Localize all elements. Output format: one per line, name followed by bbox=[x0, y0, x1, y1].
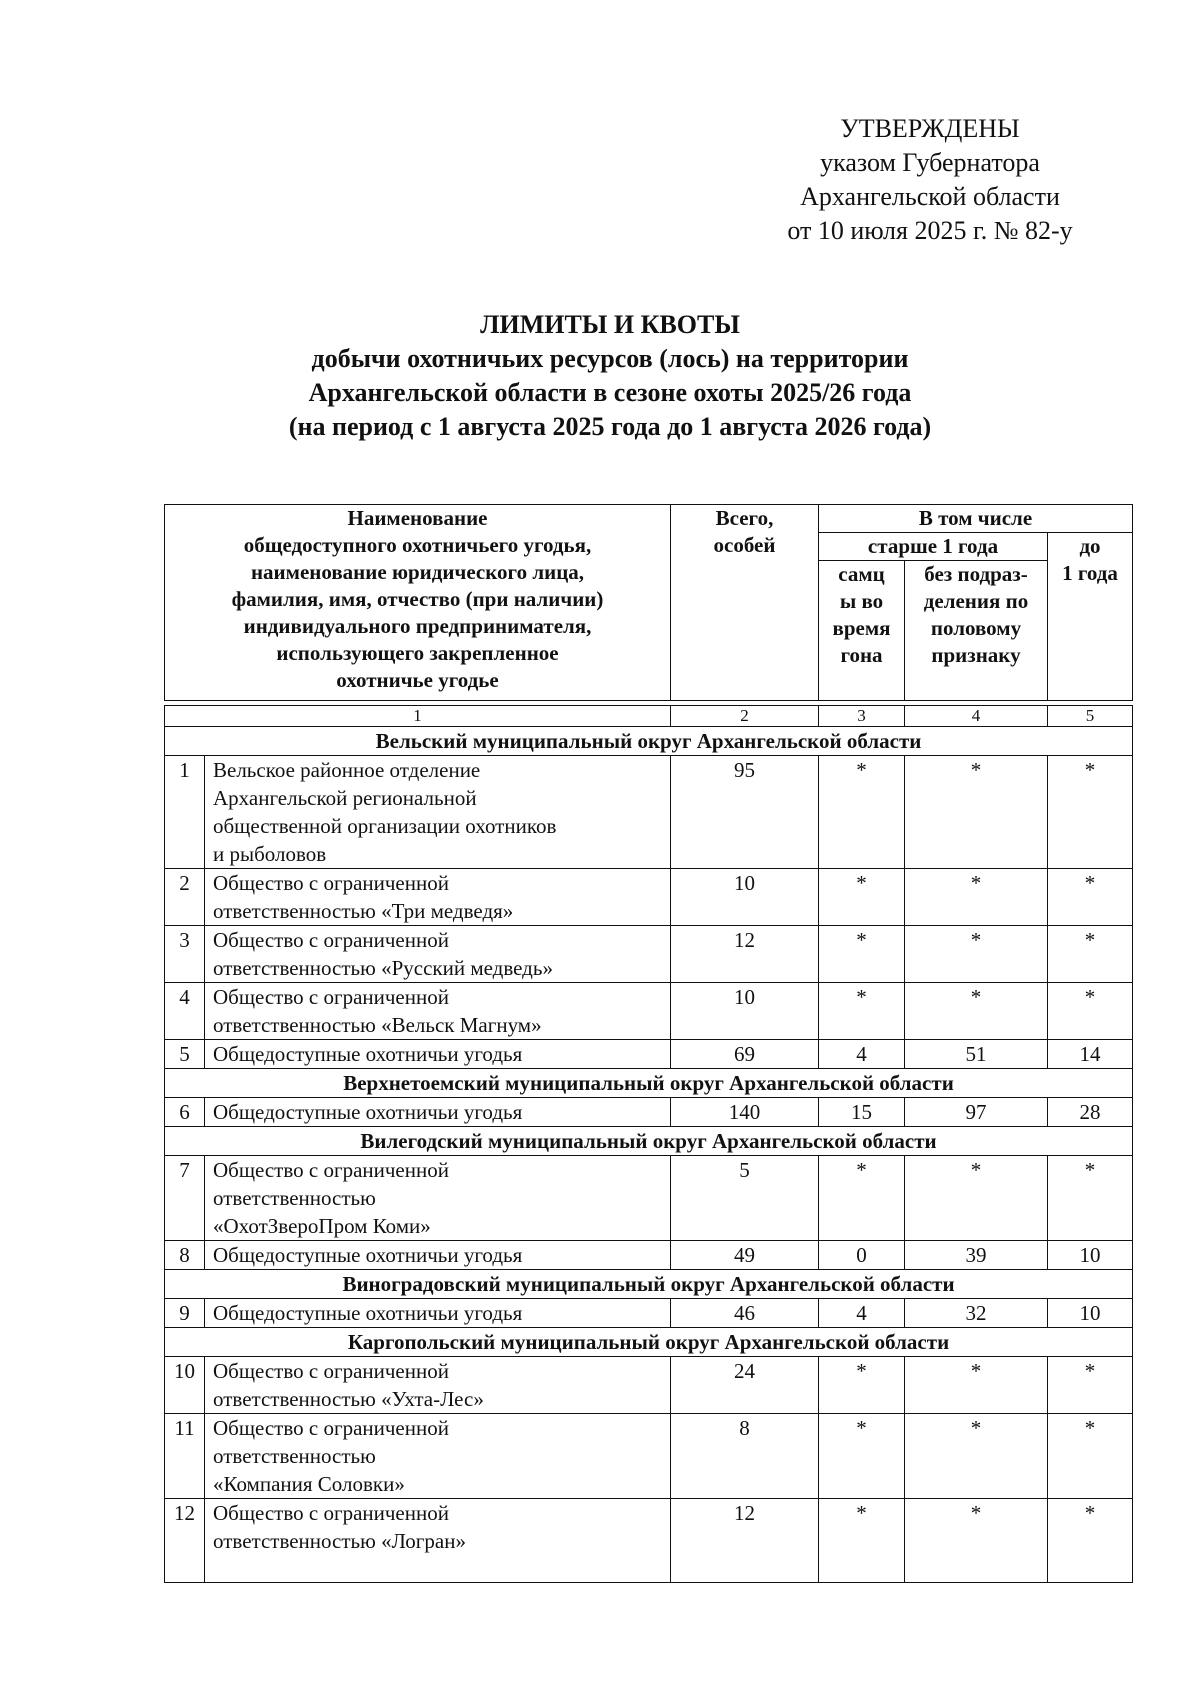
header-no-sex-division: без подраз- деления по половому признаку bbox=[905, 561, 1048, 701]
header-males-rut: самц ы во время гона bbox=[819, 561, 905, 701]
district-heading: Каргопольский муниципальный округ Архангельской области bbox=[165, 1328, 1133, 1357]
table-row: 2 Общество с ограниченной ответственностью «Три медведя» 10 * * * bbox=[165, 869, 1133, 926]
title-line: (на период с 1 августа 2025 года до 1 августа 2026 года) bbox=[288, 412, 932, 441]
table-row: 12 Общество с ограниченной ответственностью «Логран» 12 * * * bbox=[165, 1499, 1133, 1583]
district-heading: Вельский муниципальный округ Архангельской области bbox=[165, 727, 1133, 756]
approval-block bbox=[740, 112, 1120, 248]
approval-line: указом Губернатора bbox=[820, 148, 1040, 177]
title-line: ЛИМИТЫ И КВОТЫ bbox=[480, 310, 740, 339]
approval-line: от 10 июля 2025 г. № 82-у bbox=[787, 216, 1073, 245]
district-heading: Верхнетоемский муниципальный округ Архангельской области bbox=[165, 1069, 1133, 1098]
document-title bbox=[130, 308, 1090, 444]
title-line: Архангельской области в сезоне охоты 2025/26 года bbox=[308, 378, 912, 407]
district-heading: Вилегодский муниципальный округ Архангельской области bbox=[165, 1127, 1133, 1156]
column-numbers-row: 1 2 3 4 5 bbox=[165, 706, 1133, 727]
header-older-than-one: старше 1 года bbox=[819, 533, 1048, 561]
table-row: 11 Общество с ограниченной ответственностью «Компания Соловки» 8 * * * bbox=[165, 1414, 1133, 1499]
table-row: 10 Общество с ограниченной ответственностью «Ухта-Лес» 24 * * * bbox=[165, 1357, 1133, 1414]
approval-line: УТВЕРЖДЕНЫ bbox=[840, 114, 1020, 143]
title-line: добычи охотничьих ресурсов (лось) на территории bbox=[311, 344, 909, 373]
table-row: 7 Общество с ограниченной ответственностью «ОхотЗвероПром Коми» 5 * * * bbox=[165, 1156, 1133, 1241]
table-row: 8 Общедоступные охотничьи угодья 49 0 39 10 bbox=[165, 1241, 1133, 1270]
limits-table-body bbox=[164, 705, 1133, 1583]
table-row: 9 Общедоступные охотничьи угодья 46 4 32 10 bbox=[165, 1299, 1133, 1328]
table-row: 6 Общедоступные охотничьи угодья 140 15 97 28 bbox=[165, 1098, 1133, 1127]
approval-line: Архангельской области bbox=[800, 182, 1060, 211]
header-under-one: до 1 года bbox=[1048, 533, 1133, 701]
table-row: 4 Общество с ограниченной ответственностью «Вельск Магнум» 10 * * * bbox=[165, 983, 1133, 1040]
limits-table-header bbox=[164, 504, 1133, 701]
header-name-column: Наименование общедоступного охотничьего угодья, наименование юридического лица, фамилия, имя, отчество (при наличии) индивидуального предпринимателя, использующего закрепленное охотничье угодье bbox=[165, 505, 671, 701]
header-including: В том числе bbox=[819, 505, 1133, 533]
district-heading: Виноградовский муниципальный округ Архангельской области bbox=[165, 1270, 1133, 1299]
table-row: 3 Общество с ограниченной ответственностью «Русский медведь» 12 * * * bbox=[165, 926, 1133, 983]
table-row: 5 Общедоступные охотничьи угодья 69 4 51 14 bbox=[165, 1040, 1133, 1069]
table-row: 1 Вельское районное отделение Архангельской региональной общественной организации охотников и рыболовов 95 * * * bbox=[165, 756, 1133, 869]
header-total-column: Всего, особей bbox=[671, 505, 819, 701]
